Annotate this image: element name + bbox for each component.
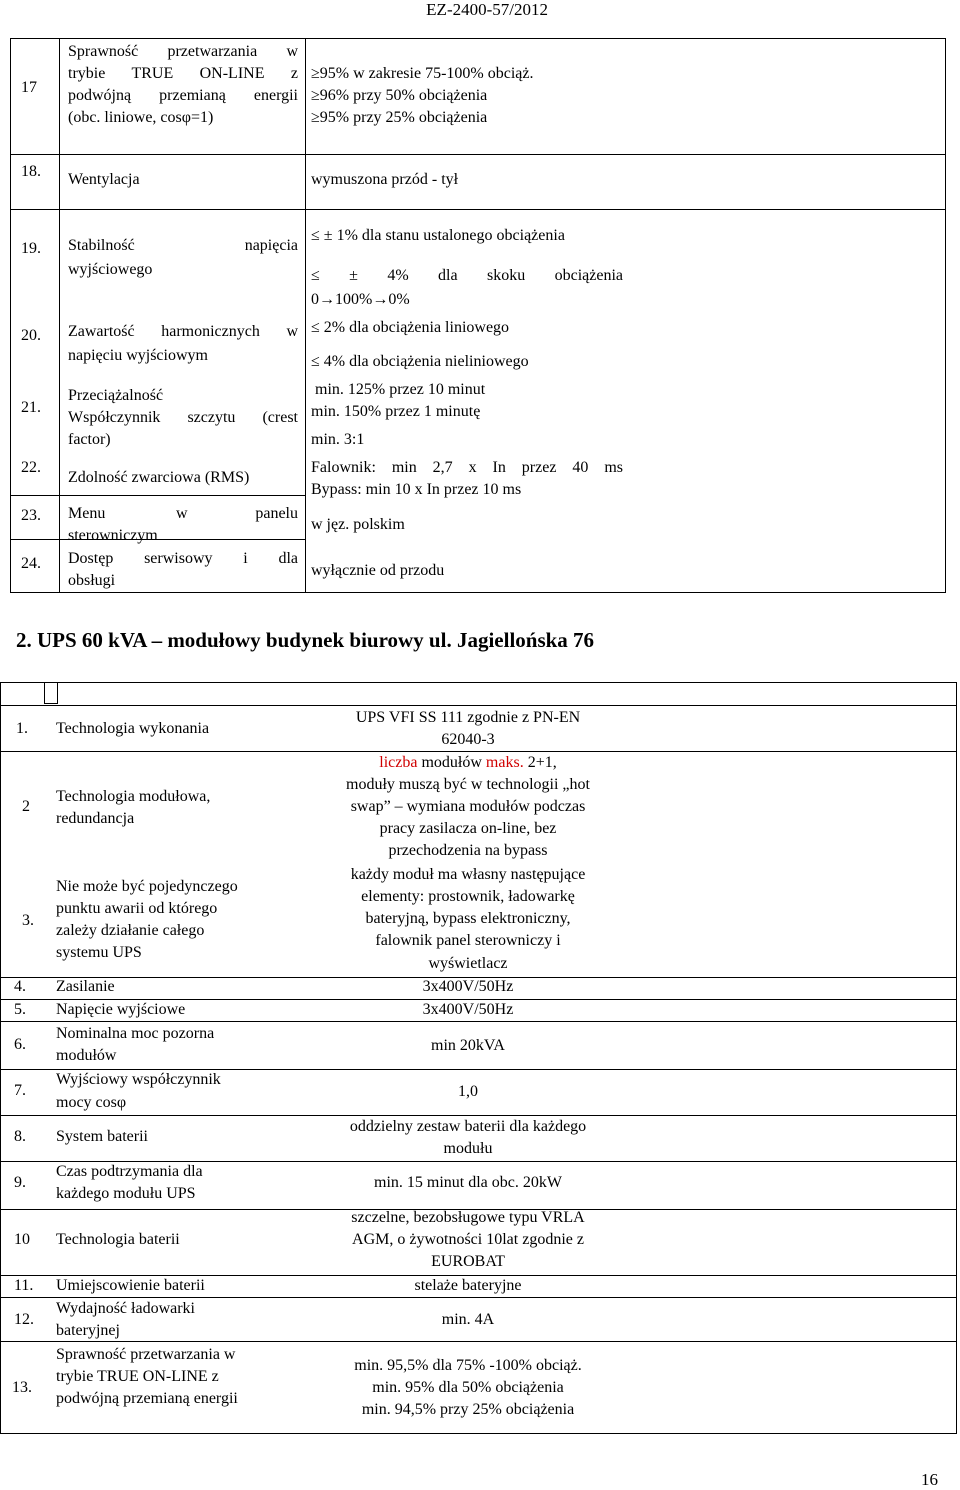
row-value: modułu [443, 1140, 493, 1157]
row-value: falownik panel sterowniczy i [375, 932, 561, 949]
row-label: Przeciążalność [68, 387, 164, 404]
value-part: maks. [485, 754, 524, 771]
row-label: Wyjściowy współczynnik [56, 1071, 221, 1088]
row-number: 12. [14, 1311, 34, 1328]
row-value: elementy: prostownik, ładowarkę [361, 888, 575, 905]
row-label: systemu UPS [56, 944, 142, 961]
row-number: 19. [21, 240, 41, 257]
row-value: każdy moduł ma własny następujące [350, 866, 586, 883]
row-label [68, 235, 298, 257]
row-number: 7. [14, 1082, 26, 1099]
row-value: pracy zasilacza on-line, bez [379, 820, 557, 837]
row-number: 21. [21, 399, 41, 416]
row-number: 8. [14, 1128, 26, 1145]
row-label: (obc. liniowe, cosφ=1) [68, 109, 214, 126]
row-number: 5. [14, 1001, 26, 1018]
row-value: wyłącznie od przodu [311, 562, 445, 579]
row-value: oddzielny zestaw baterii dla każdego [349, 1118, 587, 1135]
row-value: Bypass: min 10 x In przez 10 ms [311, 481, 522, 498]
row-value: min. 150% przez 1 minutę [311, 403, 481, 420]
label-part: Menu [68, 505, 106, 522]
row-value: ≥96% przy 50% obciążenia [311, 87, 488, 104]
row-number: 20. [21, 327, 41, 344]
value-part: 2+1, [523, 754, 557, 771]
row-label: Nie może być pojedynczego [56, 878, 238, 895]
row-value: przechodzenia na bypass [388, 842, 548, 859]
row-number: 18. [21, 163, 41, 180]
row-label: Wydajność ładowarki [56, 1300, 195, 1317]
row-value: Falownik: min 2,7 x In przez 40 ms [311, 459, 623, 476]
row-label: Wentylacja [68, 171, 140, 188]
spec-table-1 [10, 38, 946, 593]
row-value: 62040-3 [441, 731, 495, 748]
row-label: Sprawność przetwarzania w [56, 1346, 236, 1363]
row-value: swap” – wymiana modułów podczas [350, 798, 586, 815]
row-label: wyjściowego [68, 261, 153, 278]
row-label: Zawartość harmonicznych w [68, 323, 298, 340]
row-label: modułów [56, 1047, 117, 1064]
row-value: min 20kVA [431, 1037, 505, 1054]
row-value: ≤ 2% dla obciążenia liniowego [311, 319, 510, 336]
row-value: 1,0 [458, 1083, 478, 1100]
row-value: EUROBAT [431, 1253, 505, 1270]
row-value: min. 4A [441, 1311, 495, 1328]
value-part: liczba [379, 754, 418, 771]
row-label: Zasilanie [56, 978, 115, 995]
row-value: 3x400V/50Hz [422, 1001, 514, 1018]
row-number: 11. [14, 1277, 34, 1294]
row-label [68, 503, 298, 525]
row-value: stelaże bateryjne [414, 1277, 522, 1294]
row-label: factor) [68, 431, 111, 448]
row-label: podwójną przemianą energii [68, 87, 298, 104]
row-value: wyświetlacz [428, 955, 508, 972]
row-label: trybie TRUE ON-LINE z [56, 1368, 219, 1385]
value-part: modułów [417, 754, 486, 771]
row-value: 0→100%→0% [311, 291, 410, 308]
row-number: 10 [14, 1231, 30, 1248]
label-part: panelu [255, 505, 298, 522]
label-part: Stabilność [68, 237, 135, 254]
row-value: ≤ ± 4% dla skoku obciążenia [311, 267, 623, 284]
row-value: min. 95,5% dla 75% -100% obciąż. [354, 1357, 582, 1374]
row-number: 9. [14, 1174, 26, 1191]
row-label: obsługi [68, 572, 116, 589]
row-label: Umiejscowienie baterii [56, 1277, 205, 1294]
row-number: 22. [21, 459, 41, 476]
row-label: sterowniczym [68, 527, 158, 544]
row-value: UPS VFI SS 111 zgodnie z PN-EN [355, 709, 581, 726]
row-label: Dostęp serwisowy i dla [68, 550, 298, 567]
row-label: trybie TRUE ON-LINE z [68, 65, 298, 82]
row-label: Napięcie wyjściowe [56, 1001, 186, 1018]
row-number: 13. [12, 1379, 32, 1396]
row-value: ≥95% w zakresie 75-100% obciąż. [311, 65, 534, 82]
row-number: 2 [22, 798, 30, 815]
row-label: zależy działanie całego [56, 922, 205, 939]
row-number: 4. [14, 978, 26, 995]
page-number: 16 [921, 1470, 938, 1489]
row-value: min. 94,5% przy 25% obciążenia [361, 1401, 575, 1418]
row-label: Zdolność zwarciowa (RMS) [68, 469, 250, 486]
row-number: 3. [22, 912, 34, 929]
section-heading: 2. UPS 60 kVA – modułowy budynek biurowy ul. Jagiellońska 76 [16, 628, 595, 652]
document-id: EZ-2400-57/2012 [426, 0, 548, 19]
row-number: 6. [14, 1036, 26, 1053]
row-value: min. 95% dla 50% obciążenia [372, 1379, 564, 1396]
row-label: Czas podtrzymania dla [56, 1163, 203, 1180]
row-number: 24. [21, 555, 41, 572]
row-value: szczelne, bezobsługowe typu VRLA [351, 1209, 585, 1226]
row-label: punktu awarii od którego [56, 900, 218, 917]
row-value [300, 752, 636, 774]
row-value: min. 125% przez 10 minut [315, 381, 486, 398]
row-label: napięciu wyjściowym [68, 347, 208, 364]
row-value: min. 3:1 [311, 431, 365, 448]
label-part: napięcia [244, 237, 298, 254]
row-value: moduły muszą być w technologii „hot [346, 776, 590, 793]
row-number: 17 [21, 79, 37, 96]
row-label: Współczynnik szczytu (crest [68, 409, 298, 426]
checkbox-symbol [44, 682, 58, 704]
row-value: wymuszona przód - tył [311, 171, 459, 188]
row-value: 3x400V/50Hz [422, 978, 514, 995]
row-value: w jęz. polskim [311, 516, 405, 533]
row-number: 23. [21, 507, 41, 524]
row-value: bateryjną, bypass elektroniczny, [365, 910, 571, 927]
row-value: ≥95% przy 25% obciążenia [311, 109, 488, 126]
row-number: 1. [16, 720, 28, 737]
row-label: System baterii [56, 1128, 148, 1145]
row-value: AGM, o żywotności 10lat zgodnie z [352, 1231, 584, 1248]
row-label: mocy cosφ [56, 1094, 127, 1111]
row-label: Technologia modułowa, [56, 788, 211, 805]
row-value: ≤ ± 1% dla stanu ustalonego obciążenia [311, 227, 565, 244]
label-part: w [176, 505, 188, 522]
row-label: bateryjnej [56, 1322, 120, 1339]
row-label: Nominalna moc pozorna [56, 1025, 215, 1042]
row-label: Sprawność przetwarzania w [68, 43, 298, 60]
row-label: redundancja [56, 810, 135, 827]
row-label: podwójną przemianą energii [56, 1390, 238, 1407]
row-label: każdego modułu UPS [56, 1185, 196, 1202]
row-value: min. 15 minut dla obc. 20kW [374, 1174, 562, 1191]
row-label: Technologia baterii [56, 1231, 180, 1248]
row-label: Technologia wykonania [56, 720, 210, 737]
row-value: ≤ 4% dla obciążenia nieliniowego [311, 353, 529, 370]
